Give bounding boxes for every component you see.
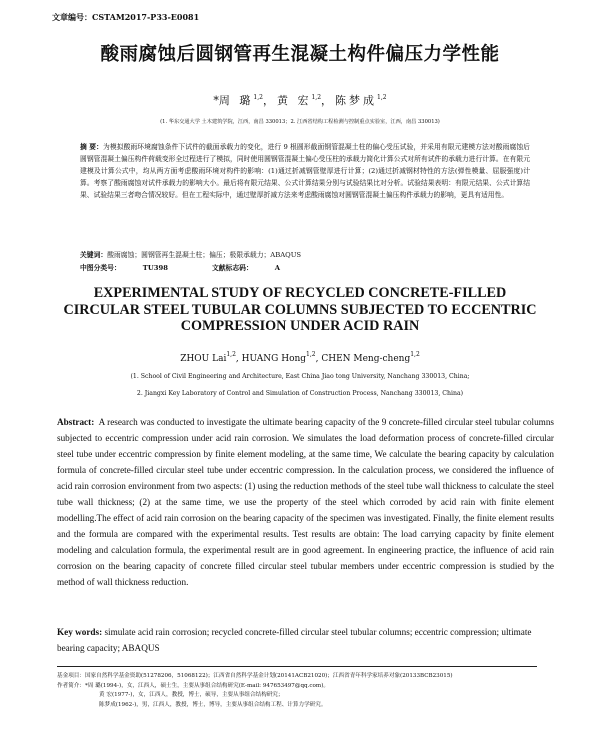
abstract-cn-text: 为模拟酸雨环境腐蚀条件下试件的截面承载力的变化，进行 9 根圆形截面钢管混凝土柱的偏心受压试验，并采用有限元建模方法对酸雨腐蚀后圆钢管混凝土偏压构件荷载变形全过程进行了模拟，同时使用圆钢管混凝土偏心受压柱的承载力简化计算公式对所有试件的承载力进行计算。在有限元建模及计算公式中，均从两方面考虑酸雨环境对构件的影响：(1)通过折减钢管壁厚进行计算；(2)通过折减钢材特性的方法(弹性模量、屈服强度)计算。考察了酸雨腐蚀对试件承载力的影响大小。最后将有限元结果、公式计算结果分别与试验结果比对分析。试验结果表明：有限元结果、公式计算结果、试验结果三者吻合情况较好。但在工程实际中，通过壁厚折减方法来考虑酸雨腐蚀对圆钢管混凝土偏压构件承载力的影响，更具有适用性。 (80, 143, 530, 200)
abstract-en-label: Abstract: (57, 417, 95, 427)
abstract-en-text: A research was conducted to investigate the ultimate bearing capacity of the 9 concrete-filled circular steel tubular columns subjected to eccentric compression under acid rain corrosion. We simulates the load deformation process of concrete-filled circular steel tube under eccentric compression by finite element modeling, at the same time, We calculate the bearing capacity by calculation formula of concrete-filled circular steel tube under eccentric compression. In the calculation process, we considered the influence of acid rain corrosion environment from two aspects: (1) using the reduction methods of the steel tube wall thickness to calculate the steel tube wall thickness; (2) at the same time, we use the property of the steel which corroded by acid rain with finite element modelling.The effect of acid rain corrosion on the bearing capacity of the specimen was investigated. Finally, the finite element results and the formula are compared with the experimental results. Test results are obtain: The load carrying capacity by finite element modeling and calculation formula, the experimental result are in good agreement. In engineering practice, the influence of acid rain corrosion on the bearing capacity of concrete filled circular steel tubular members under eccentric compression is studied by the method of wall thickness reduction. (57, 417, 554, 588)
doc-code-label: 文献标志码： (211, 264, 253, 272)
keywords-chinese (80, 249, 530, 259)
doc-code-value: A (274, 264, 281, 272)
author-en-3-affil: 1,2 (410, 351, 420, 358)
author-cn-2: 黄 宏 (276, 94, 312, 107)
author-cn-2-affil: 1,2 (311, 94, 322, 101)
author-en-1: ZHOU Lai (180, 354, 227, 364)
title-en-line-2: CIRCULAR STEEL TUBULAR COLUMNS SUBJECTED TO ECCENTRIC (63, 301, 537, 318)
author-cn-1-affil: 1,2 (253, 94, 263, 101)
title-chinese: 酸雨腐蚀后圆钢管再生混凝土构件偏压力学性能 (100, 44, 500, 65)
author-cn-1: 周 璐 (218, 94, 254, 107)
author-en-3: CHEN Meng-cheng (321, 354, 411, 364)
affiliation-chinese: (1. 华东交通大学 土木建筑学院，江西，南昌 330013；2. 江西省结构工程检测与控制重点实验室，江西，南昌 330013) (160, 119, 440, 125)
author-cn-3-affil: 1,2 (377, 94, 387, 101)
clc-value: TU398 (142, 264, 168, 272)
clc-label: 中图分类号： (80, 264, 121, 272)
author-en-2-affil: 1,2 (306, 351, 316, 358)
keywords-cn-text: 酸雨腐蚀；圆钢管再生混凝土柱；偏压；极限承载力；ABAQUS (107, 251, 302, 259)
authors-english: ZHOU Lai$^{1,2}$, HUANG Hong$^{1,2}$, CHEN Meng-cheng$^{1,2}$ (180, 351, 420, 364)
affiliation-english-2: 2. Jiangxi Key Laboratory of Control and Simulation of Construction Process, Nanchang 330013, China) (136, 390, 464, 397)
footnote-author-1: 作者简介：*周 璐(1994-)，女，江西人，硕士生，主要从事组合结构研究(E-mail: 947653497@qq.com)。 (57, 682, 329, 689)
keywords-en-label: Key words: (57, 627, 103, 637)
classification-line (80, 262, 530, 272)
title-en-line-1: EXPERIMENTAL STUDY OF RECYCLED CONCRETE-FILLED (93, 285, 507, 301)
footnote-funding: 基金项目：国家自然科学基金资助(51278206，51068122)；江西省自然科学基金计划(20141ACB21020)；江西省青年科学家培养对象(20133BCB23015) (57, 673, 453, 679)
footnote-author-3: 陈梦成(1962-)，男，江西人，教授，博士，博导，主要从事组合结构工程、计算力学研究。 (99, 701, 327, 708)
title-english (0, 285, 600, 335)
keywords-english (57, 624, 554, 656)
abstract-chinese (80, 141, 530, 201)
footnote-author-2: 黄 宏(1977-)，女，江西人，教授，博士，硕导，主要从事组合结构研究； (99, 692, 284, 699)
abstract-english (57, 414, 554, 591)
footnotes (57, 672, 557, 710)
keywords-cn-label: 关键词： (80, 251, 108, 259)
abstract-cn-label: 摘 要： (80, 143, 103, 151)
affiliation-english-1: (1. School of Civil Engineering and Architecture, East China Jiao tong University, Nanchang 330013, China; (130, 373, 470, 380)
author-en-1-affil: 1,2 (226, 351, 236, 358)
document-id: 文章编号：CSTAM2017-P33-E0081 (52, 12, 200, 22)
keywords-en-text: simulate acid rain corrosion; recycled concrete-filled circular steel tubular columns; eccentric compression; ultimate bearing capacity; ABAQUS (57, 627, 532, 653)
author-en-2: HUANG Hong (241, 354, 307, 364)
author-cn-3: 陈梦成 (335, 94, 378, 107)
footnote-divider (57, 666, 537, 667)
title-en-line-3: COMPRESSION UNDER ACID RAIN (180, 318, 420, 334)
authors-chinese: *周 璐$^{1,2}$，黄 宏$^{1,2}$，陈梦成$^{1,2}$ (213, 94, 387, 107)
